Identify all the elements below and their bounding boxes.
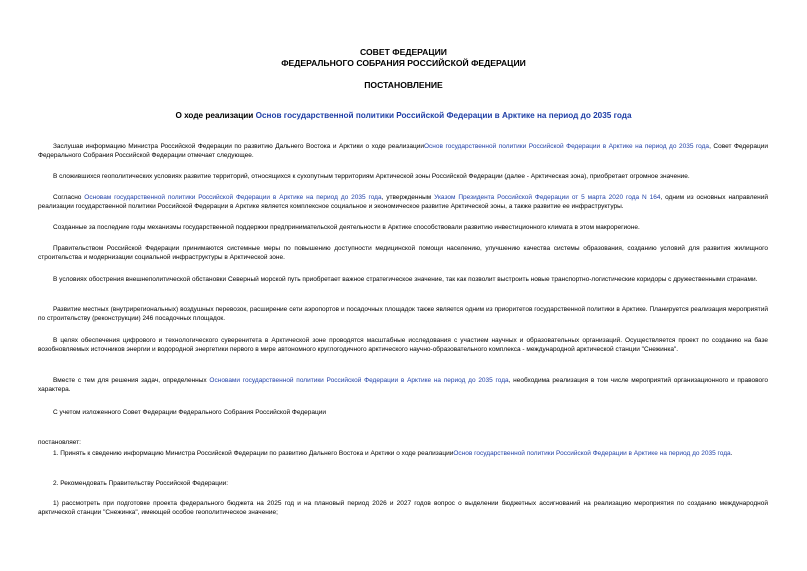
p3-link-decree[interactable]: Указом Президента Российской Федерации от 5 марта 2020 года N 164	[434, 194, 661, 201]
paragraph-5: Правительством Российской Федерации принимаются системные меры по повышению доступности медицинской помощи населению, улучшению качества системы образования, созданию условий для развития жилищного строительства и модернизации социальной инфраструктуры в Арктической зоне.	[38, 245, 768, 262]
header-assembly: ФЕДЕРАЛЬНОГО СОБРАНИЯ РОССИЙСКОЙ ФЕДЕРАЦИИ	[281, 58, 526, 68]
paragraph-7: Развитие местных (внутрирегиональных) воздушных перевозок, расширение сети аэропортов и посадочных площадок также является одним из приоритетов государственной политики в Арктике. Планируется реализация мероприятий по строительству (реконструкции) 246 посадочных площадок.	[38, 306, 768, 323]
paragraph-9	[38, 376, 768, 394]
paragraph-subitem-1: 1) рассмотреть при подготовке проекта федерального бюджета на 2025 год и на плановый период 2026 и 2027 годов вопрос о выделении бюджетных ассигнований на реализацию мероприятия по созданию международной арктической станции "Снежинка", имеющей особое геополитическое значение;	[38, 500, 768, 517]
p12-link[interactable]: Основ государственной политики Российской Федерации в Арктике на период до 2035 года	[453, 450, 731, 457]
paragraph-8: В целях обеспечения цифрового и технологического суверенитета в Арктической зоне проводятся масштабные исследования с участием научных и образовательных организаций. Осуществляется проект по созданию на базе возобновляемых источников энергии и водородной энергетики первого в мире автономного круглогодичного арктического научно-образовательного комплекса - международной арктической станции "Снежинка".	[38, 337, 768, 354]
p12-text-b: .	[730, 450, 733, 457]
paragraph-item-2: 2. Рекомендовать Правительству Российской Федерации:	[53, 480, 229, 487]
title-link[interactable]: Основ государственной политики Российской Федерации в Арктике на период до 2035 года	[255, 111, 632, 120]
doc-type: ПОСТАНОВЛЕНИЕ	[364, 80, 443, 90]
paragraph-10: С учетом изложенного Совет Федерации Федерального Собрания Российской Федерации	[53, 409, 326, 416]
doc-title	[0, 111, 807, 120]
paragraph-6: В условиях обострения внешнеполитической обстановки Северный морской путь приобретает важное стратегическое значение, так как позволит выстроить новые транспортно-логистические коридоры с дружественными странами.	[53, 276, 758, 283]
p9-text-b: , необходима реализация в том числе мероприятий организационного и правового характера.	[38, 377, 768, 394]
paragraph-resolves: постановляет:	[38, 439, 81, 446]
paragraph-4: Созданные за последние годы механизмы государственной поддержки предпринимательской деятельности в Арктике способствовали развитию инвестиционного климата в этом макрорегионе.	[53, 224, 640, 231]
p9-text-a: Вместе с тем для решения задач, определенных	[53, 377, 210, 384]
p3-text-c: , одним из основных направлений реализации государственной политики Российской Федерации в Арктике является комплексное социальное и экономическое развитие Арктической зоны, а также развитие ее инфраструктуры.	[38, 194, 768, 211]
p3-text-a: Согласно	[53, 194, 85, 201]
paragraph-3	[38, 193, 768, 211]
p1-link[interactable]: Основ государственной политики Российской Федерации в Арктике на период до 2035 года	[424, 143, 710, 150]
p1-text-a: Заслушав информацию Министра Российской Федерации по развитию Дальнего Востока и Арктики о ходе реализации	[53, 143, 424, 150]
title-prefix: О ходе реализации	[175, 111, 256, 120]
p12-text-a: 1. Принять к сведению информацию Министра Российской Федерации по развитию Дальнего Востока и Арктики о ходе реализации	[53, 450, 454, 457]
paragraph-item-1	[38, 449, 768, 458]
p3-link-basics[interactable]: Основам государственной политики Российской Федерации в Арктике на период до 2035 года	[84, 194, 382, 201]
header-council: СОВЕТ ФЕДЕРАЦИИ	[360, 47, 447, 57]
p1-text-b: , Совет Федерации Федерального Собрания Российской Федерации отмечает следующее.	[38, 143, 768, 160]
p3-text-b: , утвержденным	[381, 194, 435, 201]
p9-link[interactable]: Основами государственной политики Российской Федерации в Арктике на период до 2035 года	[209, 377, 509, 384]
paragraph-1	[38, 142, 768, 160]
paragraph-2: В сложившихся геополитических условиях развитие территорий, относящихся к сухопутным территориям Арктической зоны Российской Федерации (далее - Арктическая зона), приобретает огромное значение.	[53, 173, 690, 180]
